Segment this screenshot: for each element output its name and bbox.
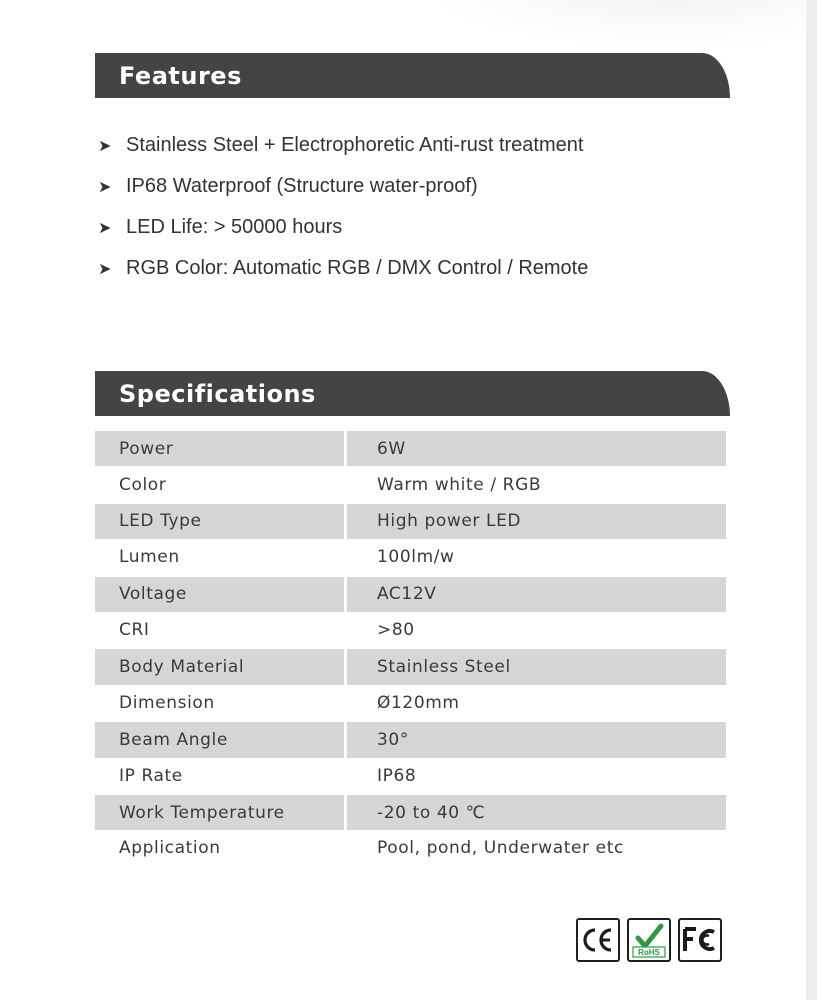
spec-value: 6W — [347, 431, 726, 466]
arrow-bullet-icon: ➤ — [98, 219, 112, 237]
spec-value: 30° — [347, 722, 726, 757]
feature-list — [98, 125, 588, 289]
specifications-title: Specifications — [119, 380, 316, 408]
arrow-bullet-icon: ➤ — [98, 137, 112, 155]
spec-label: Work Temperature — [95, 795, 347, 830]
spec-label: Lumen — [119, 547, 180, 568]
spec-row — [95, 576, 729, 612]
spec-value: High power LED — [347, 504, 726, 539]
svg-text:RoHS: RoHS — [638, 948, 660, 957]
spec-label: Beam Angle — [95, 722, 347, 757]
spec-value: AC12V — [347, 577, 726, 612]
spec-value: Warm white / RGB — [377, 474, 542, 495]
feature-item — [98, 248, 588, 289]
rohs-check-icon — [627, 918, 671, 962]
spec-label: LED Type — [95, 504, 347, 539]
spec-row — [95, 685, 729, 721]
spec-value: Pool, pond, Underwater etc — [377, 838, 624, 859]
spec-row — [95, 539, 729, 575]
rohs-graphic — [630, 921, 668, 959]
spec-row — [95, 648, 729, 684]
spec-label: CRI — [119, 620, 150, 641]
features-header — [95, 53, 730, 98]
spec-row — [95, 466, 729, 502]
feature-text: IP68 Waterproof (Structure water-proof) — [126, 175, 478, 197]
spec-value: >80 — [377, 620, 415, 641]
spec-row — [95, 758, 729, 794]
spec-label: Body Material — [95, 649, 347, 684]
page-edge — [806, 0, 817, 1000]
feature-text: LED Life: > 50000 hours — [126, 216, 343, 238]
spec-row — [95, 503, 729, 539]
feature-text: Stainless Steel + Electrophoretic Anti-rust treatment — [126, 134, 584, 156]
fcc-mark-icon — [678, 918, 722, 962]
certification-logos — [576, 918, 722, 962]
specifications-table — [95, 430, 729, 867]
spec-label: IP Rate — [119, 765, 183, 786]
spec-value: -20 to 40 ℃ — [347, 795, 726, 830]
arrow-bullet-icon: ➤ — [98, 178, 112, 196]
feature-item — [98, 125, 588, 166]
spec-row — [95, 612, 729, 648]
spec-label: Dimension — [119, 692, 215, 713]
spec-row — [95, 430, 729, 466]
ce-mark-graphic — [580, 925, 616, 955]
arrow-bullet-icon: ➤ — [98, 260, 112, 278]
spec-value: IP68 — [377, 765, 417, 786]
spec-row — [95, 830, 729, 866]
fcc-graphic — [681, 925, 719, 955]
spec-row — [95, 721, 729, 757]
specifications-header — [95, 371, 730, 416]
feature-item — [98, 207, 588, 248]
spec-value: Stainless Steel — [347, 649, 726, 684]
spec-value: Ø120mm — [377, 692, 460, 713]
features-title: Features — [119, 62, 242, 90]
spec-label: Voltage — [95, 577, 347, 612]
feature-item — [98, 166, 588, 207]
feature-text: RGB Color: Automatic RGB / DMX Control / Remote — [126, 257, 589, 279]
spec-label: Power — [95, 431, 347, 466]
top-shadow — [420, 0, 817, 50]
spec-value: 100lm/w — [377, 547, 455, 568]
spec-label: Color — [119, 474, 167, 495]
ce-mark-icon — [576, 918, 620, 962]
spec-row — [95, 794, 729, 830]
spec-label: Application — [119, 838, 221, 859]
